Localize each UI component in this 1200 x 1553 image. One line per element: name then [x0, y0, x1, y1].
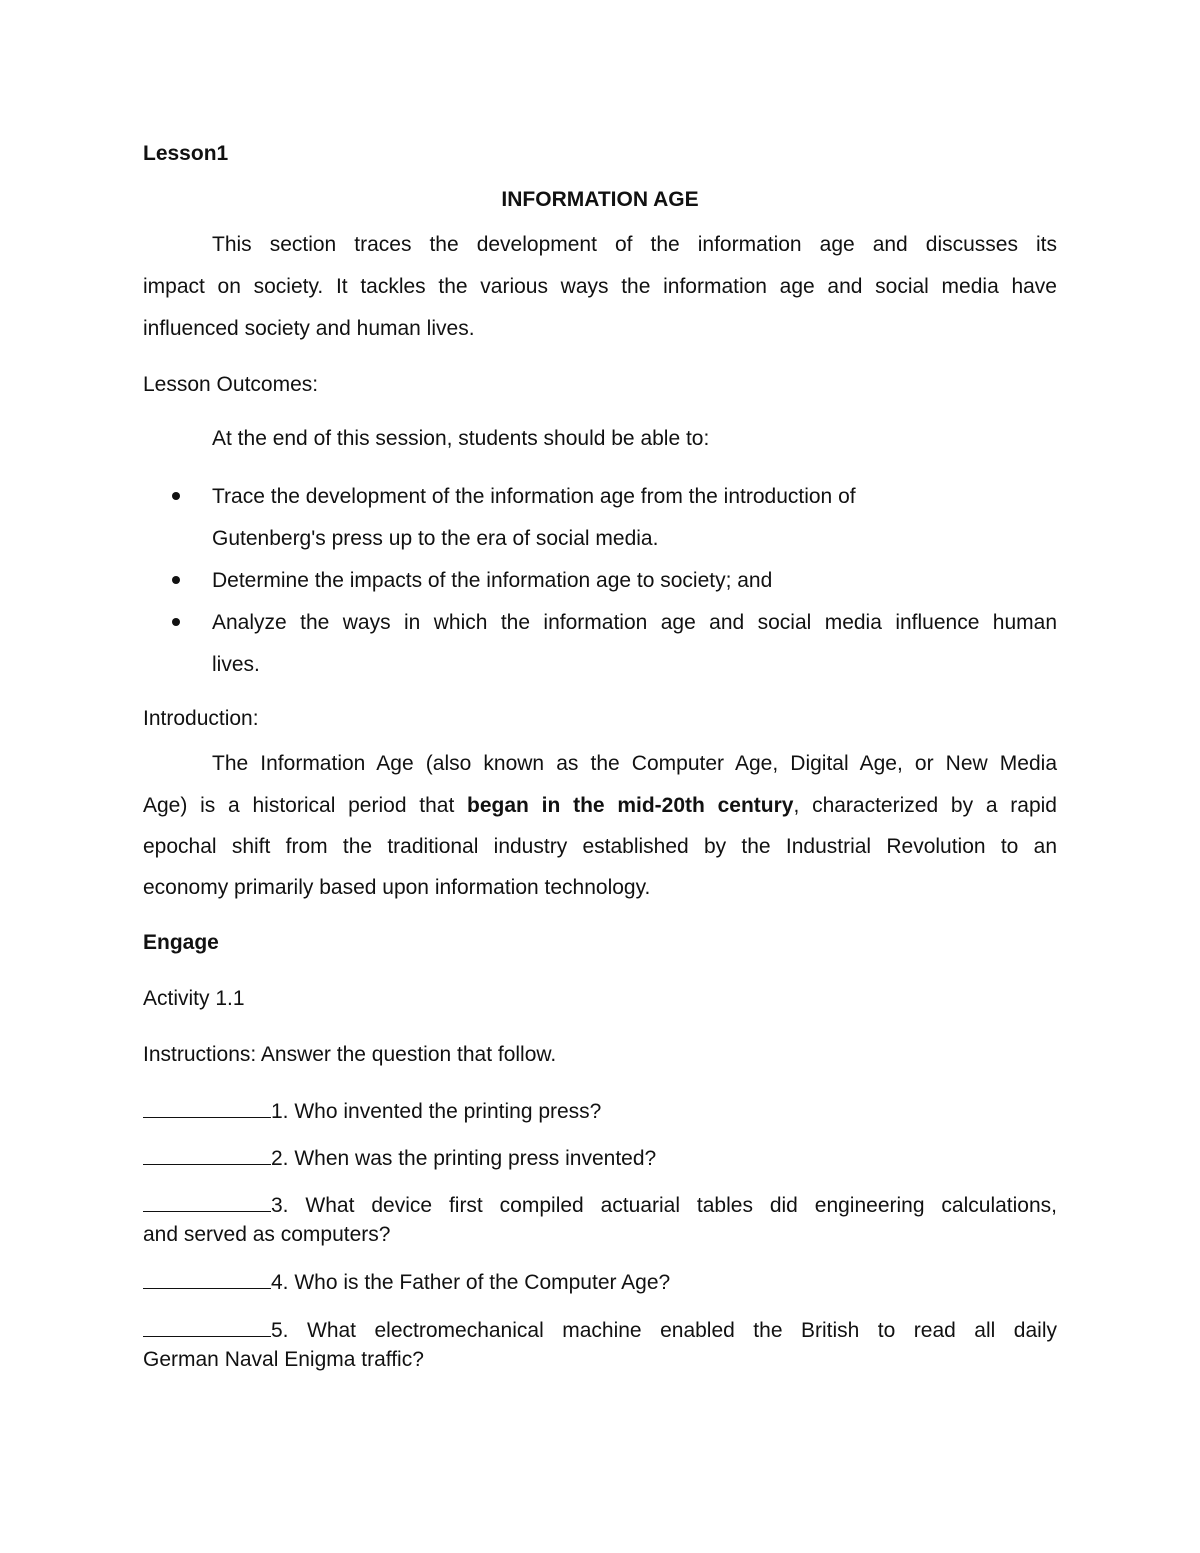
outcome-item-1-line-2: Gutenberg's press up to the era of social media.: [212, 527, 659, 550]
question-text: What device first compiled actuarial tables did engineering calculations,: [288, 1194, 1057, 1217]
question-item: [143, 1270, 670, 1295]
answer-blank[interactable]: [143, 1193, 271, 1212]
introduction-line-2-post: , characterized by a rapid: [793, 794, 1057, 817]
instructions: Instructions: Answer the question that follow.: [143, 1043, 557, 1066]
question-text: What electromechanical machine enabled the British to read all daily: [288, 1319, 1057, 1342]
question-line: [143, 1193, 1057, 1218]
introduction-line-2-pre: Age) is a historical period that: [143, 794, 468, 817]
outcomes-heading: Lesson Outcomes:: [143, 373, 319, 396]
question-text: Who invented the printing press?: [288, 1100, 602, 1123]
bullet-icon: [172, 492, 180, 500]
question-text-continued: and served as computers?: [143, 1223, 391, 1246]
question-text-continued: German Naval Enigma traffic?: [143, 1348, 424, 1371]
bullet-icon: [172, 618, 180, 626]
introduction-line-1: The Information Age (also known as the Computer Age, Digital Age, or New Media: [212, 752, 1057, 775]
question-number: 4.: [271, 1271, 289, 1294]
answer-blank[interactable]: [143, 1318, 271, 1337]
outcome-item-3-line-2: lives.: [212, 653, 260, 676]
intro-line-2: impact on society. It tackles the various ways the information age and social media have: [143, 275, 1057, 298]
question-line: [143, 1318, 1057, 1343]
answer-blank[interactable]: [143, 1146, 271, 1165]
lesson-label: Lesson1: [143, 142, 229, 165]
intro-line-3: influenced society and human lives.: [143, 317, 475, 340]
question-item: [143, 1146, 656, 1171]
outcomes-lead: At the end of this session, students should be able to:: [212, 427, 710, 450]
activity-label: Activity 1.1: [143, 987, 245, 1010]
outcome-item-3-line-1: Analyze the ways in which the information age and social media influence human: [212, 611, 1057, 634]
answer-blank[interactable]: [143, 1270, 271, 1289]
question-number: 3.: [271, 1194, 289, 1217]
introduction-heading: Introduction:: [143, 707, 259, 730]
question-text: Who is the Father of the Computer Age?: [288, 1271, 671, 1294]
outcome-item-2-line-1: Determine the impacts of the information age to society; and: [212, 569, 773, 592]
introduction-line-2: [143, 794, 1057, 818]
answer-blank[interactable]: [143, 1099, 271, 1118]
outcome-item-1-line-1: Trace the development of the information age from the introduction of: [212, 485, 856, 508]
question-number: 2.: [271, 1147, 289, 1170]
intro-line-1: This section traces the development of the information age and discusses its: [212, 233, 1057, 256]
introduction-emphasis: began in the mid-20th century: [467, 794, 794, 817]
question-text: When was the printing press invented?: [288, 1147, 657, 1170]
bullet-icon: [172, 576, 180, 584]
page-title: INFORMATION AGE: [501, 188, 699, 211]
question-number: 1.: [271, 1100, 289, 1123]
question-number: 5.: [271, 1319, 289, 1342]
engage-heading: Engage: [143, 931, 219, 954]
question-item: [143, 1099, 601, 1124]
introduction-line-4: economy primarily based upon information technology.: [143, 876, 651, 899]
introduction-line-3: epochal shift from the traditional industry established by the Industrial Revolution to an: [143, 835, 1057, 858]
